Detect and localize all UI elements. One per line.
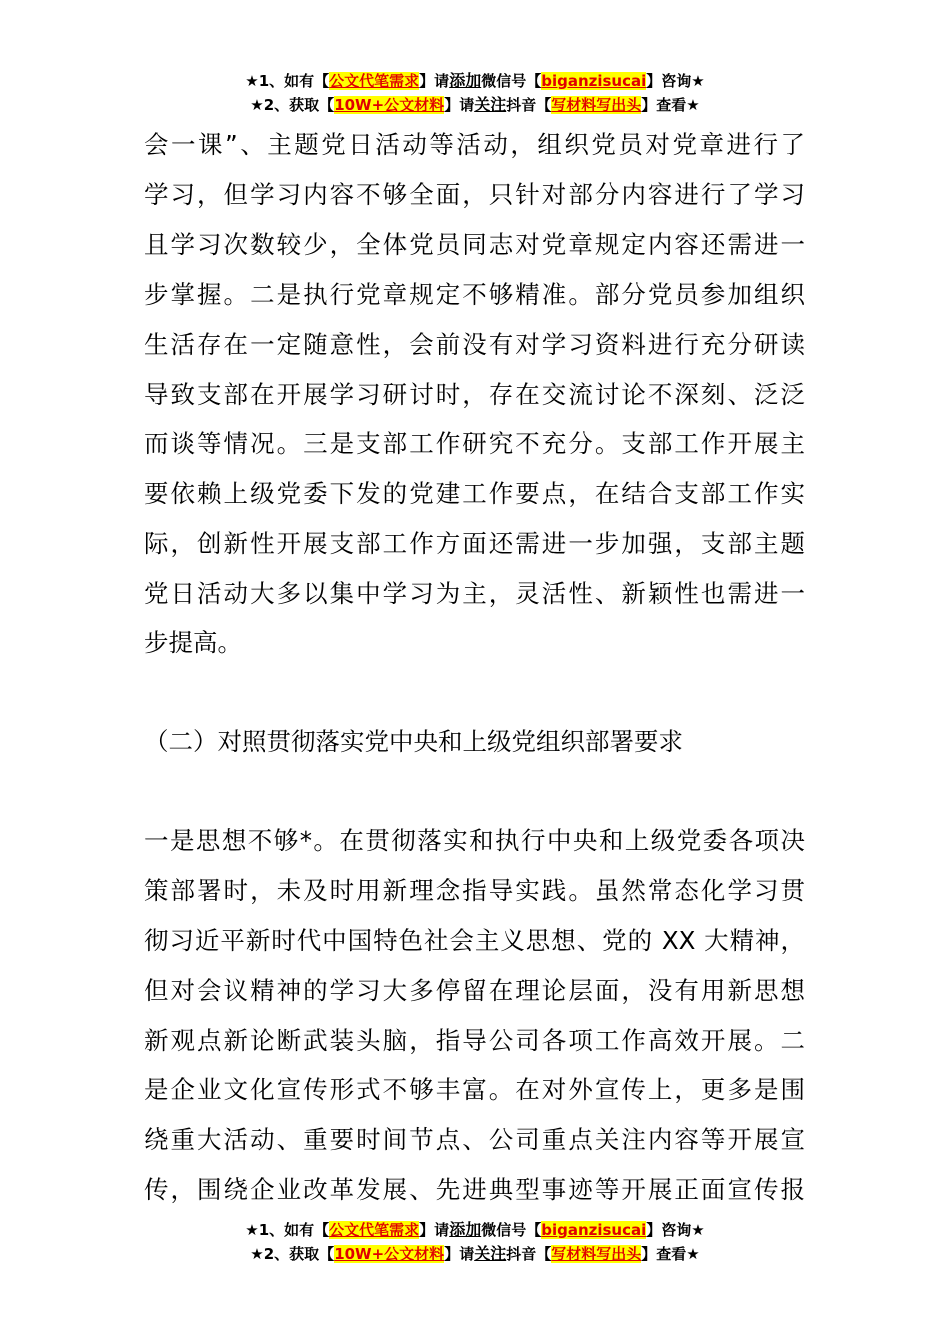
banner-line-1	[0, 1218, 950, 1242]
banner-text: 】查看★	[641, 1245, 700, 1263]
banner-highlight: 公文代笔需求	[329, 1221, 420, 1239]
banner-highlight: biganzisucai	[541, 1221, 647, 1239]
text-line: 且学习次数较少，全体党员同志对党章规定内容还需进一	[144, 230, 805, 259]
header-banner	[0, 69, 950, 117]
text-line: 策部署时，未及时用新理念指导实践。虽然常态化学习贯	[144, 876, 805, 905]
banner-text: 微信号【	[481, 1221, 542, 1239]
banner-text: 微信号【	[481, 72, 542, 90]
text-line: 际，创新性开展支部工作方面还需进一步加强，支部主题	[144, 529, 805, 558]
banner-highlight: 10W+公文材料	[334, 1245, 445, 1263]
banner-highlight: 写材料写出头	[551, 1245, 642, 1263]
footer-banner	[0, 1218, 950, 1266]
text-line: 新观点新论断武装头脑，指导公司各项工作高效开展。二	[144, 1026, 805, 1055]
banner-highlight: biganzisucai	[541, 72, 647, 90]
text-line: 会一课”、主题党日活动等活动，组织党员对党章进行了	[144, 130, 805, 159]
text-line: 步掌握。二是执行党章规定不够精准。部分党员参加组织	[144, 280, 805, 309]
text-line: 而谈等情况。三是支部工作研究不充分。支部工作开展主	[144, 429, 805, 458]
text-line: 党日活动大多以集中学习为主，灵活性、新颖性也需进一	[144, 579, 805, 608]
banner-underline: 关注	[474, 1244, 507, 1263]
banner-text: 】咨询★	[646, 1221, 705, 1239]
banner-text: 】请	[444, 96, 475, 114]
text-line: 但对会议精神的学习大多停留在理论层面，没有用新思想	[144, 976, 805, 1005]
banner-text: ★1、如有【	[245, 72, 330, 90]
text-line: 一是思想不够*。在贯彻落实和执行中央和上级党委各项决	[144, 826, 805, 855]
text-line: 绕重大活动、重要时间节点、公司重点关注内容等开展宣	[144, 1125, 805, 1154]
banner-line-1	[0, 69, 950, 93]
text-line: 步提高。	[144, 628, 242, 657]
text-line: 学习，但学习内容不够全面，只针对部分内容进行了学习	[144, 180, 805, 209]
banner-text: ★2、获取【	[250, 1245, 335, 1263]
text-line: 彻习近平新时代中国特色社会主义思想、党的 XX 大精神，	[144, 926, 805, 955]
banner-text: 抖音【	[506, 1245, 552, 1263]
banner-text: 抖音【	[506, 96, 552, 114]
banner-text: 】请	[444, 1245, 475, 1263]
banner-text: 】咨询★	[646, 72, 705, 90]
text-line: 要依赖上级党委下发的党建工作要点，在结合支部工作实	[144, 479, 805, 508]
section-heading: （二）对照贯彻落实党中央和上级党组织部署要求	[144, 727, 683, 756]
text-line: 传，围绕企业改革发展、先进典型事迹等开展正面宣传报	[144, 1175, 805, 1204]
banner-line-2	[0, 93, 950, 117]
banner-text: ★2、获取【	[250, 96, 335, 114]
banner-text: 】查看★	[641, 96, 700, 114]
text-line: 是企业文化宣传形式不够丰富。在对外宣传上，更多是围	[144, 1075, 805, 1104]
banner-highlight: 10W+公文材料	[334, 96, 445, 114]
banner-underline: 关注	[474, 95, 507, 114]
text-line: 生活存在一定随意性，会前没有对学习资料进行充分研读	[144, 330, 805, 359]
banner-highlight: 公文代笔需求	[329, 72, 420, 90]
banner-line-2	[0, 1242, 950, 1266]
banner-highlight: 写材料写出头	[551, 96, 642, 114]
text-line: 导致支部在开展学习研讨时，存在交流讨论不深刻、泛泛	[144, 380, 805, 409]
banner-text: 】请	[419, 72, 450, 90]
banner-text: 】请	[419, 1221, 450, 1239]
banner-underline: 添加	[449, 1220, 482, 1239]
banner-text: ★1、如有【	[245, 1221, 330, 1239]
banner-underline: 添加	[449, 71, 482, 90]
